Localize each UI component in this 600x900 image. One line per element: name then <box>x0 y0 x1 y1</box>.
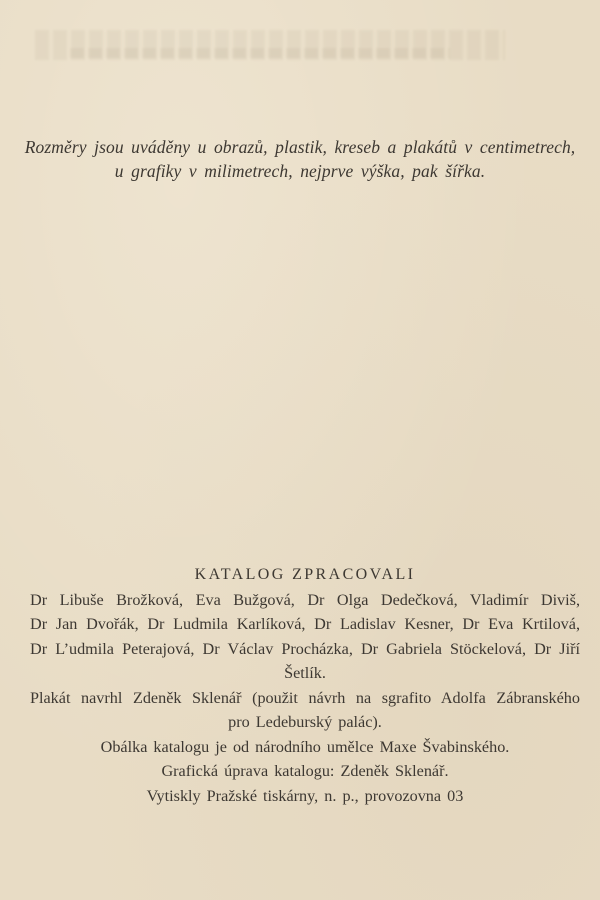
authors-line-4: Šetlík. <box>284 664 326 682</box>
show-through-text <box>70 48 450 58</box>
poster-credit-line-1: Plakát navrhl Zdeněk Sklenář (použit návrh na sgrafito Adolfa Zábranského <box>30 688 580 707</box>
authors-line-2: Dr Jan Dvořák, Dr Ludmila Karlíková, Dr Ladislav Kesner, Dr Eva Krtilová, <box>30 615 580 633</box>
dimensions-note <box>0 135 600 183</box>
poster-credit-line-2: pro Ledeburský palác). <box>228 713 382 731</box>
authors-line-1: Dr Libuše Brožková, Eva Bužgová, Dr Olga Dedečková, Vladimír Diviš, <box>30 590 580 609</box>
design-credit: Grafická úprava katalogu: Zdeněk Sklenář. <box>161 762 449 780</box>
credits-heading: KATALOG ZPRACOVALI <box>194 566 416 583</box>
dimensions-note-line-2: u grafiky v milimetrech, nejprve výška, pak šířka. <box>114 161 486 181</box>
catalog-credits <box>30 563 580 808</box>
authors-line-3: Dr L’udmila Peterajová, Dr Václav Procházka, Dr Gabriela Stöckelová, Dr Jiří <box>30 639 580 658</box>
cover-credit: Obálka katalogu je od národního umělce Maxe Švabinského. <box>100 737 510 756</box>
printer-credit: Vytiskly Pražské tiskárny, n. p., provozovna 03 <box>146 786 464 805</box>
dimensions-note-line-1: Rozměry jsou uváděny u obrazů, plastik, kreseb a plakátů v centimetrech, <box>24 137 576 157</box>
